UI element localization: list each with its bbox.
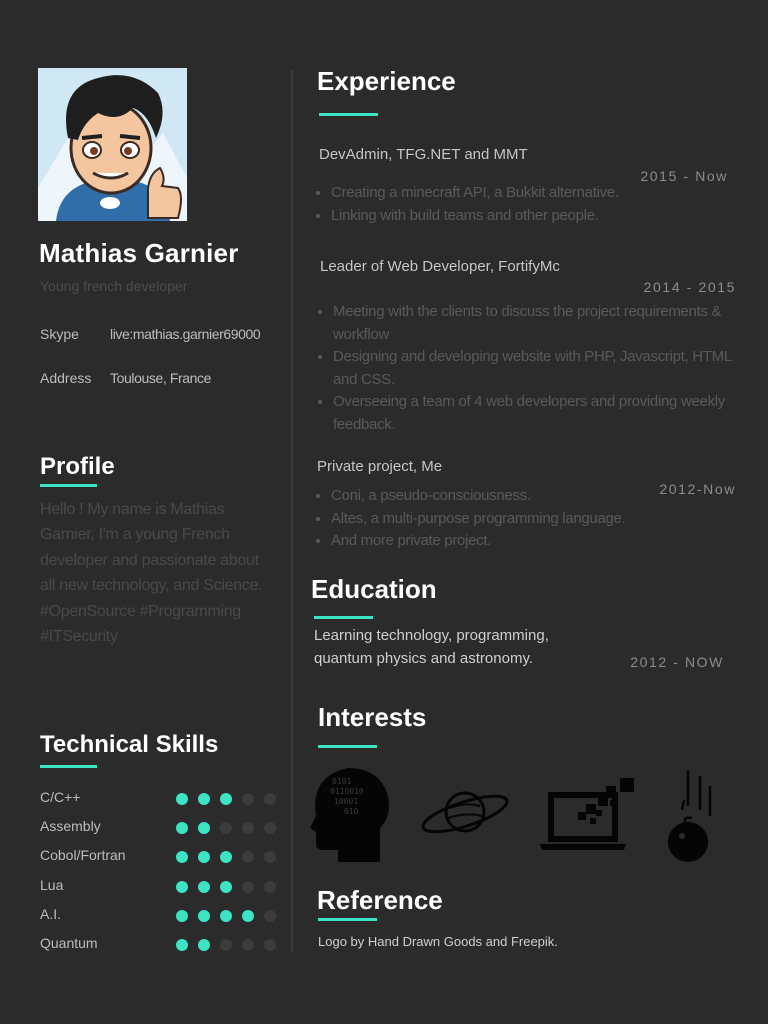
profile-heading: Profile [40,453,115,480]
job-bullet: • Meeting with the clients to discuss the project requirements & workflow [333,301,741,346]
person-name: Mathias Garnier [39,238,239,268]
skill-dot-empty [220,939,232,951]
skill-row [40,906,280,926]
job-dates: 2015 - Now [640,168,728,184]
job-bullet: • And more private project. [331,530,731,553]
skill-row [40,935,280,955]
skill-dot-empty [242,793,254,805]
skill-row [40,789,280,809]
job-bullet: • Designing and developing website with PHP, Javascript, HTML and CSS. [333,346,741,391]
job-bullet: • Overseeing a team of 4 web developers and providing weekly feedback. [333,391,741,436]
interests-heading: Interests [318,702,427,732]
skill-level-dots [176,822,276,834]
skill-row [40,877,280,897]
job-bullet: • Coni, a pseudo-consciousness. [331,485,731,508]
job-dates: 2014 - 2015 [643,279,736,295]
skill-dot-filled [220,851,232,863]
skill-dot-empty [242,881,254,893]
profile-underline [40,484,97,487]
skill-dot-filled [198,881,210,893]
job-bullet: • Creating a minecraft API, a Bukkit alternative. [331,182,731,205]
education-text: Learning technology, programming, quantum physics and astronomy. [314,627,549,667]
skill-dot-empty [242,851,254,863]
skills-heading: Technical Skills [40,731,219,758]
education-dates: 2012 - NOW [630,654,724,670]
job-title: Private project, Me [317,458,443,475]
skill-name: A.I. [40,905,62,922]
job-title: DevAdmin, TFG.NET and MMT [319,146,528,163]
profile-text: Hello ! My name is Mathias Garnier, I'm a young French developer and passionate about all new technology, and Science. #OpenSource #Programming #ITSecurity [40,501,263,646]
skill-name: Assembly [40,818,101,835]
job-bullets [317,182,731,227]
skill-dot-empty [264,881,276,893]
job-bullets [317,485,731,553]
svg-text:010: 010 [344,807,359,816]
skill-dot-filled [220,910,232,922]
contact-value-address: Toulouse, France [110,370,211,386]
reference-text: Logo by Hand Drawn Goods and Freepik. [318,934,558,949]
job-bullet: • Altes, a multi-purpose programming language. [331,508,731,531]
skill-dot-filled [198,822,210,834]
experience-heading: Experience [317,66,456,96]
skill-dot-empty [264,939,276,951]
skill-level-dots [176,793,276,805]
skill-dot-empty [220,822,232,834]
skill-dot-filled [176,793,188,805]
brain-binary-icon [308,766,392,866]
skill-dot-empty [242,939,254,951]
skill-name: Cobol/Fortran [40,847,126,864]
skill-dot-filled [176,881,188,893]
skill-dot-filled [220,793,232,805]
job-bullets [319,301,741,436]
skill-name: Quantum [40,935,98,951]
skill-dot-filled [198,851,210,863]
skill-dot-filled [198,939,210,951]
skill-row [40,847,280,867]
avatar [38,68,187,221]
skill-dot-empty [242,822,254,834]
person-tagline: Young french developer [40,278,188,294]
laptop-pixels-icon [540,776,636,854]
skill-level-dots [176,851,276,863]
skill-name: C/C++ [40,789,81,805]
skill-dot-filled [220,881,232,893]
job-title: Leader of Web Developer, FortifyMc [320,258,560,275]
job-bullet: • Linking with build teams and other people. [331,205,731,228]
job-dates: 2012-Now [659,481,736,497]
skill-dot-empty [264,851,276,863]
falling-apple-icon [662,766,718,866]
skill-dot-filled [176,910,188,922]
column-divider [291,70,293,952]
skill-dot-filled [176,822,188,834]
reference-underline [318,918,377,921]
svg-text:10001: 10001 [334,797,359,806]
skill-dot-empty [264,793,276,805]
education-underline [314,616,373,619]
skill-level-dots [176,939,276,951]
svg-text:0101: 0101 [332,777,352,786]
experience-underline [319,113,378,116]
contact-label-address: Address [40,370,92,386]
interests-underline [318,745,377,748]
skill-level-dots [176,910,276,922]
skill-dot-empty [264,822,276,834]
contact-value-skype: live:mathias.garnier69000 [110,326,261,342]
skill-dot-filled [198,910,210,922]
svg-text:0110010: 0110010 [330,787,364,796]
skill-dot-filled [176,851,188,863]
skill-dot-filled [176,939,188,951]
skill-dot-filled [242,910,254,922]
skill-dot-filled [198,793,210,805]
planet-icon [418,782,512,842]
skills-underline [40,765,97,768]
skill-row [40,818,280,838]
skill-name: Lua [40,876,64,893]
contact-label-skype: Skype [40,326,79,342]
skill-level-dots [176,881,276,893]
education-heading: Education [311,574,437,604]
skill-dot-empty [264,910,276,922]
reference-heading: Reference [317,885,443,915]
